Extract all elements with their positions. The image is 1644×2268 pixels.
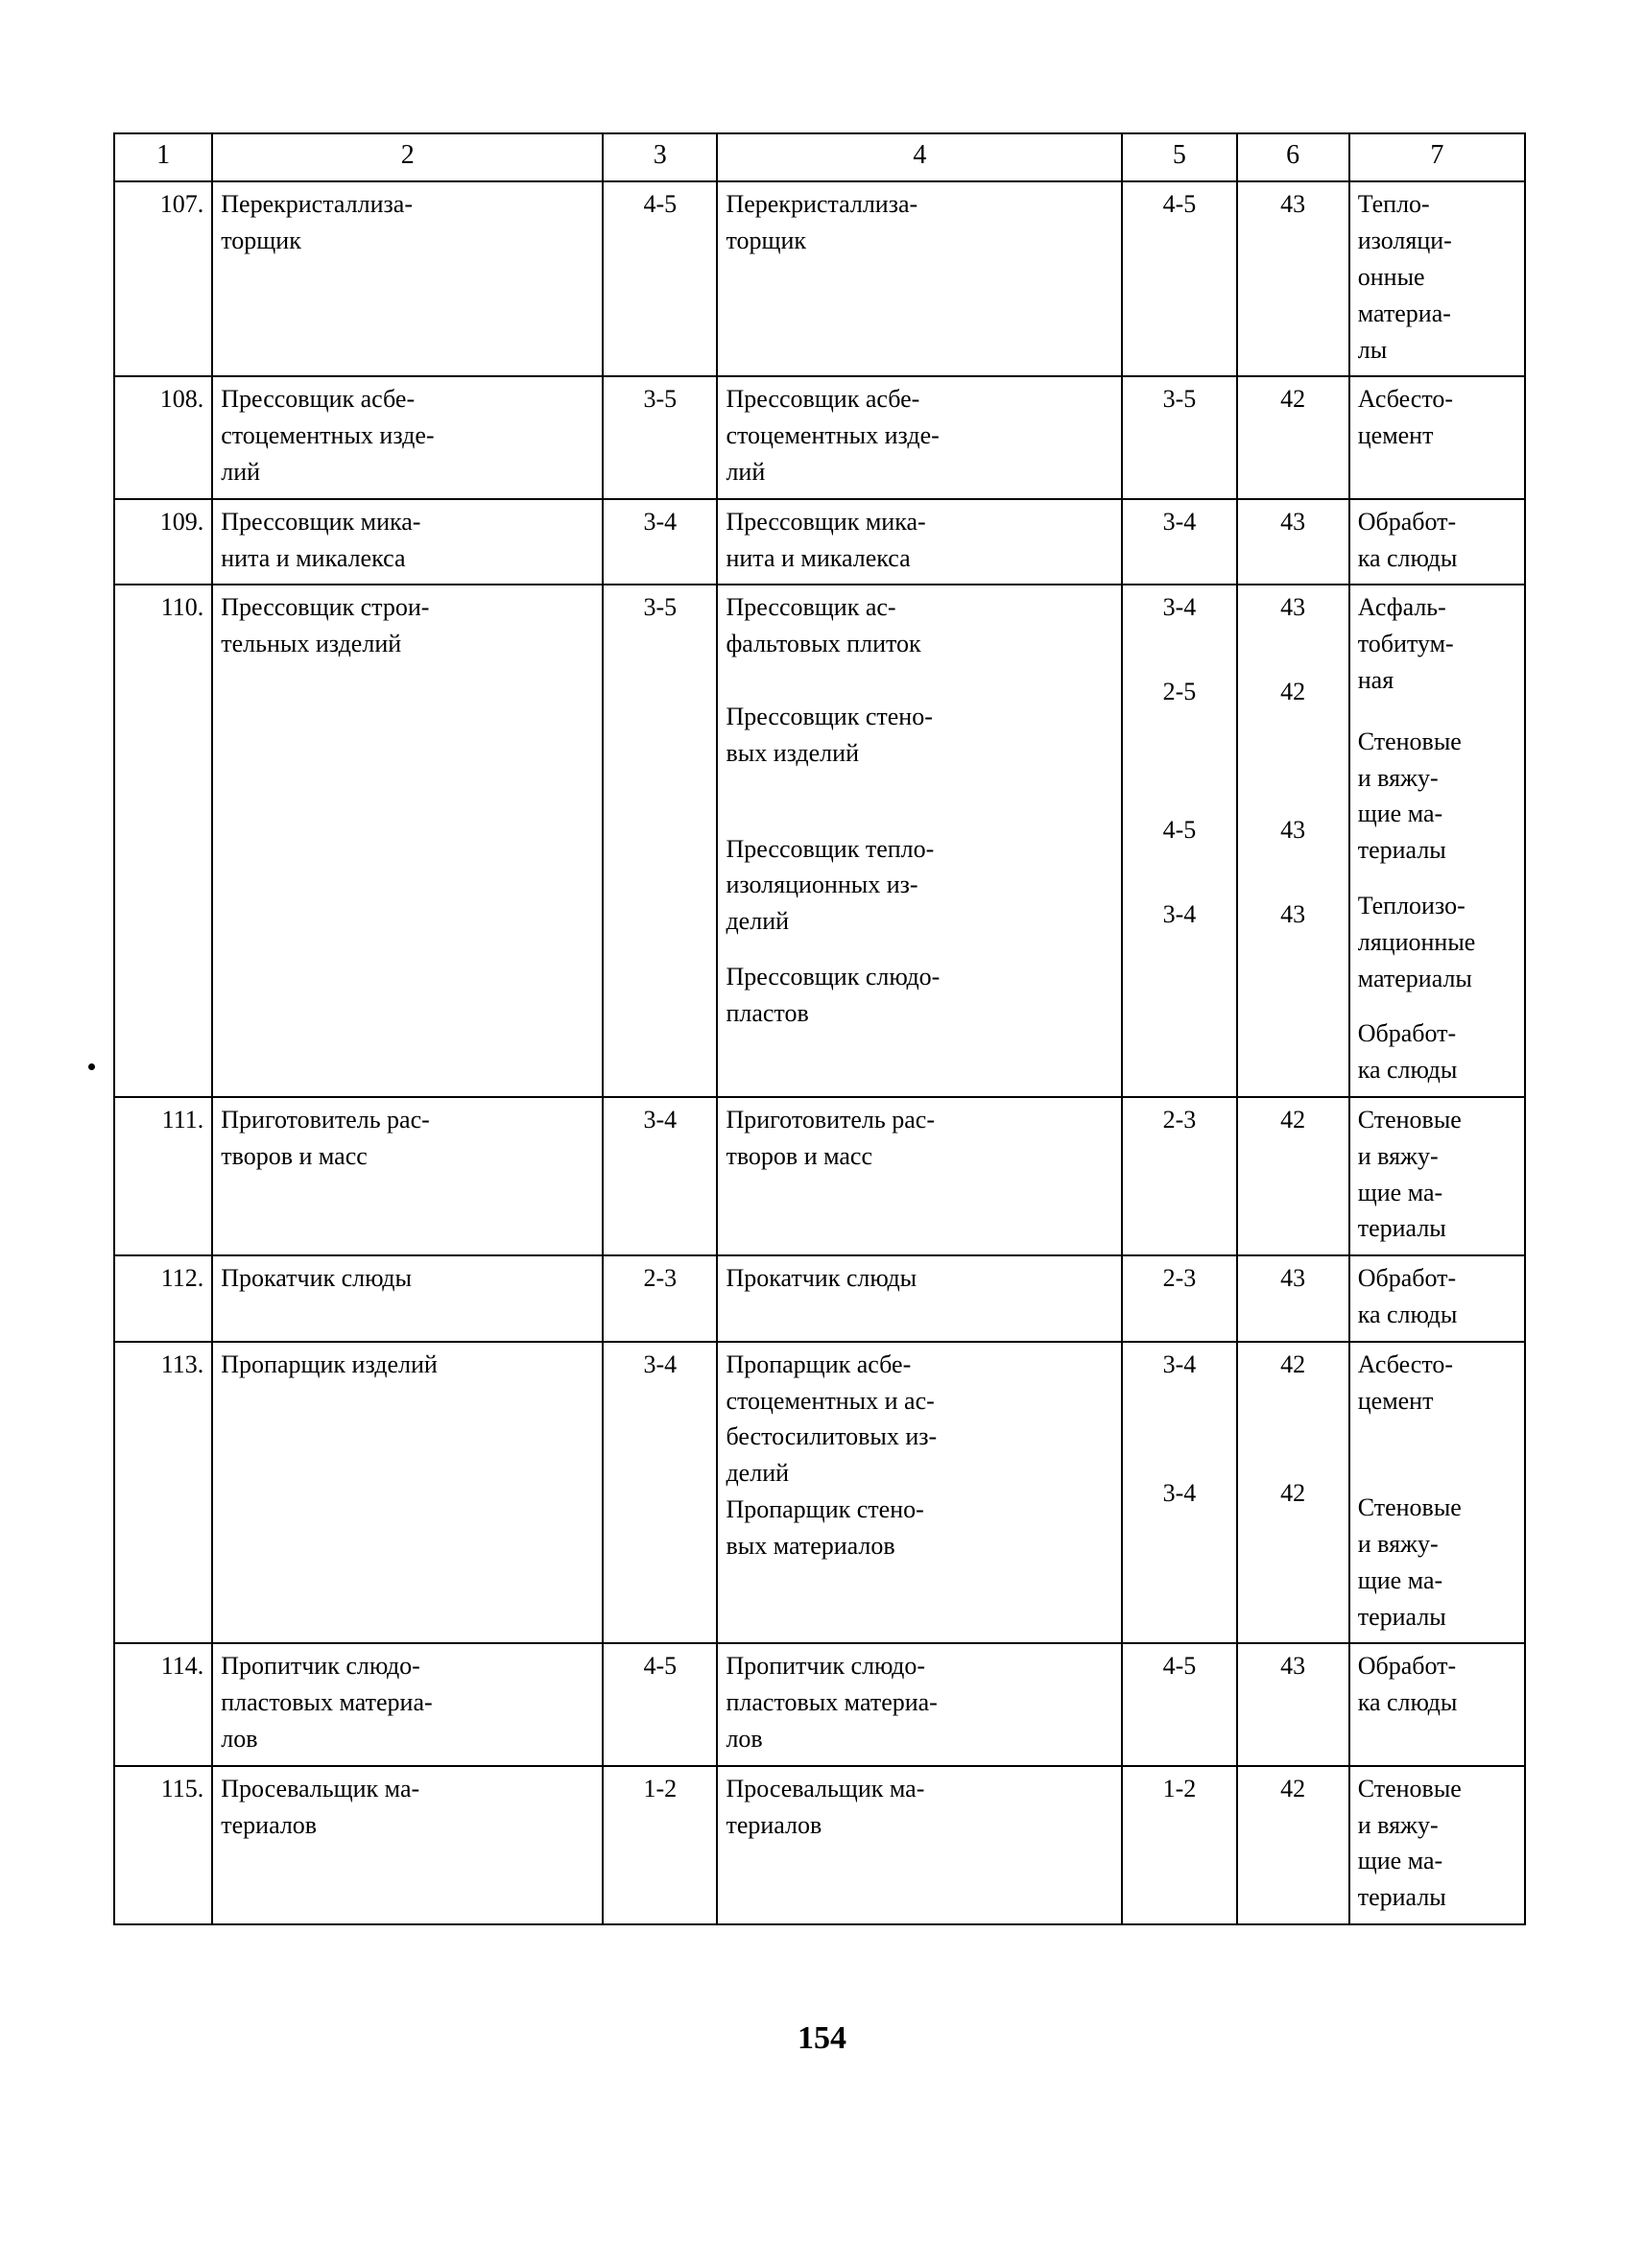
row-grade-old: 3-4 [603,1342,717,1644]
row-number: 114. [114,1643,212,1765]
row-grade-new: 3-4 3-4 [1122,1342,1236,1644]
row-profession-new: Приготовитель рас- творов и масс [717,1097,1122,1255]
row-profession-old: Прокатчик слюды [212,1255,603,1342]
row-industry: Асбесто- цемент Стеновые и вяжу- щие ма- териалы [1349,1342,1525,1644]
row-profession-new: Прокатчик слюды [717,1255,1122,1342]
page-number: 154 [798,2020,846,2056]
row-code: 43 42 43 43 [1237,585,1349,1097]
row-code: 42 42 [1237,1342,1349,1644]
table-row [114,1342,1525,1644]
stray-ink-mark [88,1063,95,1070]
row-profession-old: Пропитчик слюдо- пластовых материа- лов [212,1643,603,1765]
row-industry: Обработ- ка слюды [1349,499,1525,585]
row-industry: Тепло- изоляци- онные материа- лы [1349,181,1525,376]
row-profession-new: Прессовщик асбе- стоцементных изде- лий [717,376,1122,498]
row-grade-old: 3-5 [603,585,717,1097]
column-header-2: 2 [212,133,603,181]
row-profession-new: Пропитчик слюдо- пластовых материа- лов [717,1643,1122,1765]
row-grade-new: 3-4 [1122,499,1236,585]
table-row [114,1097,1525,1255]
column-header-4: 4 [717,133,1122,181]
column-header-6: 6 [1237,133,1349,181]
row-grade-new: 2-3 [1122,1255,1236,1342]
row-grade-new: 4-5 [1122,1643,1236,1765]
row-profession-new: Пропарщик асбе- стоцементных и ас- бестосилитовых из- делий Пропарщик стено- вых материалов [717,1342,1122,1644]
row-grade-new: 2-3 [1122,1097,1236,1255]
table-row [114,181,1525,376]
table-row [114,499,1525,585]
column-header-5: 5 [1122,133,1236,181]
row-number: 108. [114,376,212,498]
row-profession-old: Прессовщик асбе- стоцементных изде- лий [212,376,603,498]
row-number: 110. [114,585,212,1097]
row-number: 111. [114,1097,212,1255]
row-profession-new: Просевальщик ма- териалов [717,1766,1122,1924]
occupations-table [113,132,1526,1925]
row-number: 107. [114,181,212,376]
row-industry: Асбесто- цемент [1349,376,1525,498]
row-industry: Стеновые и вяжу- щие ма- териалы [1349,1766,1525,1924]
row-industry: Асфаль- тобитум- ная Стеновые и вяжу- щие ма- териалы Теплоизо- ляционные материалы Обработ- ка слюды [1349,585,1525,1097]
row-number: 112. [114,1255,212,1342]
row-grade-old: 1-2 [603,1766,717,1924]
row-profession-old: Прессовщик строи- тельных изделий [212,585,603,1097]
row-grade-old: 4-5 [603,1643,717,1765]
row-code: 43 [1237,1643,1349,1765]
row-industry: Обработ- ка слюды [1349,1255,1525,1342]
row-grade-new: 3-4 2-5 4-5 3-4 [1122,585,1236,1097]
row-code: 42 [1237,1097,1349,1255]
row-grade-new: 1-2 [1122,1766,1236,1924]
row-industry: Обработ- ка слюды [1349,1643,1525,1765]
table-header-row [114,133,1525,181]
row-industry: Стеновые и вяжу- щие ма- териалы [1349,1097,1525,1255]
row-code: 43 [1237,181,1349,376]
column-header-1: 1 [114,133,212,181]
table-row [114,1643,1525,1765]
table-row [114,585,1525,1097]
column-header-7: 7 [1349,133,1525,181]
row-profession-old: Просевальщик ма- териалов [212,1766,603,1924]
row-profession-new: Перекристаллиза- торщик [717,181,1122,376]
row-profession-new: Прессовщик ас- фальтовых плиток Прессовщик стено- вых изделий Прессовщик тепло- изоляционных из- делий Прессовщик слюдо- пластов [717,585,1122,1097]
row-grade-old: 3-4 [603,499,717,585]
row-code: 43 [1237,499,1349,585]
row-profession-old: Пропарщик изделий [212,1342,603,1644]
row-profession-old: Перекристаллиза- торщик [212,181,603,376]
row-profession-old: Приготовитель рас- творов и масс [212,1097,603,1255]
row-code: 43 [1237,1255,1349,1342]
row-profession-old: Прессовщик мика- нита и микалекса [212,499,603,585]
row-grade-new: 4-5 [1122,181,1236,376]
row-profession-new: Прессовщик мика- нита и микалекса [717,499,1122,585]
row-grade-old: 2-3 [603,1255,717,1342]
row-grade-old: 4-5 [603,181,717,376]
row-code: 42 [1237,376,1349,498]
row-number: 113. [114,1342,212,1644]
column-header-3: 3 [603,133,717,181]
row-grade-new: 3-5 [1122,376,1236,498]
row-grade-old: 3-4 [603,1097,717,1255]
table-row [114,376,1525,498]
row-number: 109. [114,499,212,585]
row-grade-old: 3-5 [603,376,717,498]
row-number: 115. [114,1766,212,1924]
row-code: 42 [1237,1766,1349,1924]
table-row [114,1255,1525,1342]
table-row [114,1766,1525,1924]
